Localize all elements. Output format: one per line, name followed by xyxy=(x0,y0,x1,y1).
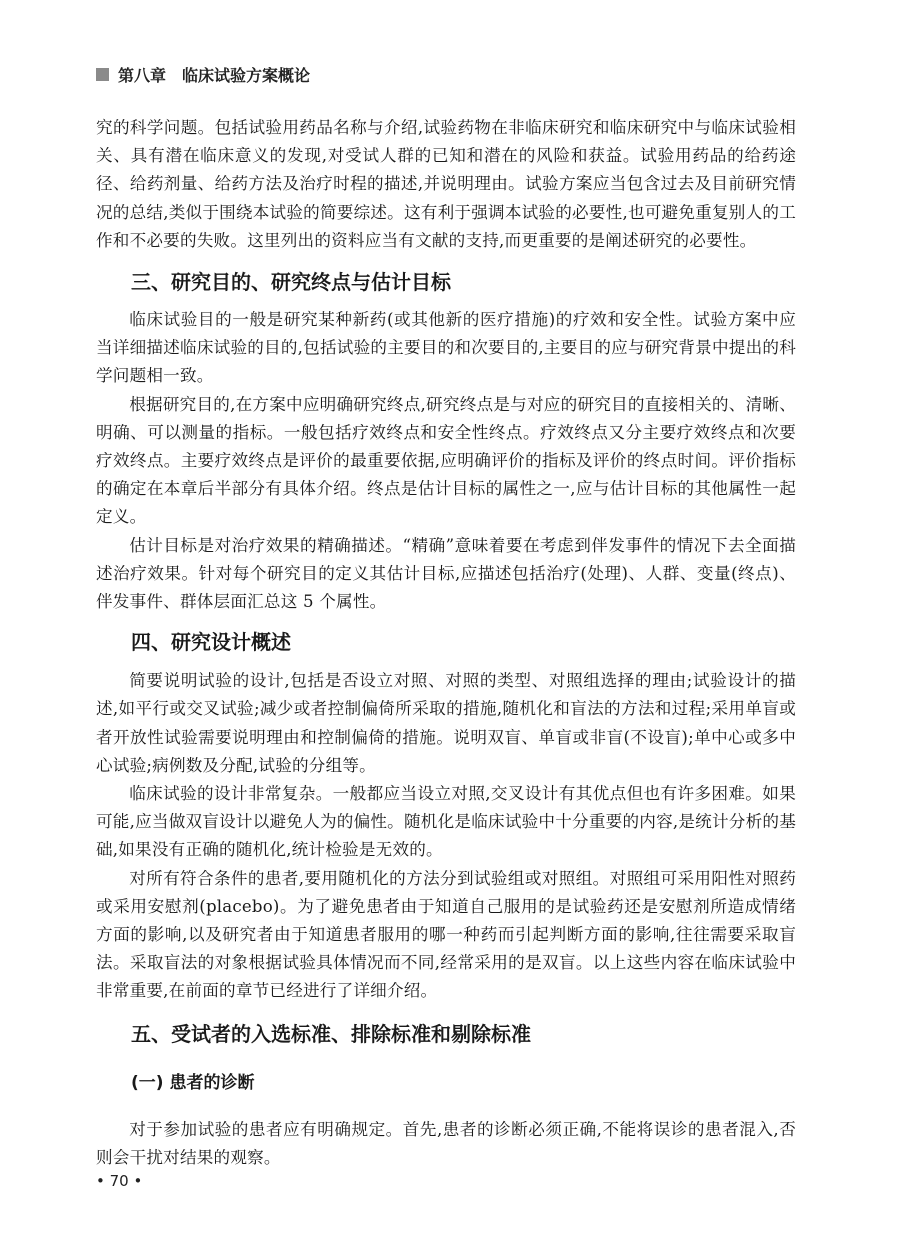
section-heading-design: 四、研究设计概述 xyxy=(131,630,291,655)
section-heading-criteria: 五、受试者的入选标准、排除标准和剔除标准 xyxy=(131,1021,531,1046)
paragraph: 简要说明试验的设计,包括是否设立对照、对照的类型、对照组选择的理由;试验设计的描述,如平行或交叉试验;减少或者控制偏倚所采取的措施,随机化和盲法的方法和过程;采用单盲或者开放性试验需要说明理由和控制偏倚的措施。说明双盲、单盲或非盲(不设盲);单中心或多中心试验;病例数及分配,试验的分组等。 xyxy=(96,671,796,775)
section-heading-objectives: 三、研究目的、研究终点与估计目标 xyxy=(131,270,451,295)
chapter-title: 临床试验方案概论 xyxy=(182,65,311,85)
paragraph: 根据研究目的,在方案中应明确研究终点,研究终点是与对应的研究目的直接相关的、清晰、明确、可以测量的指标。一般包括疗效终点和安全性终点。疗效终点又分主要疗效终点和次要疗效终点。主要疗效终点是评价的最重要依据,应明确评价的指标及评价的终点时间。评价指标的确定在本章后半部分有具体介绍。终点是估计目标的属性之一,应与估计目标的其他属性一起定义。 xyxy=(96,394,796,527)
chapter-number: 第八章 xyxy=(118,65,167,85)
page-number: • 70 • xyxy=(96,1172,143,1190)
subsection-heading-diagnosis: (一) 患者的诊断 xyxy=(131,1072,255,1093)
intro-paragraph: 究的科学问题。包括试验用药品名称与介绍,试验药物在非临床研究和临床研究中与临床试验相关、具有潜在临床意义的发现,对受试人群的已知和潜在的风险和获益。试验用药品的给药途径、给药剂量、给药方法及治疗时程的描述,并说明理由。试验方案应当包含过去及目前研究情况的总结,类似于围绕本试验的简要综述。这有利于强调本试验的必要性,也可避免重复别人的工作和不必要的失败。这里列出的资料应当有文献的支持,而更重要的是阐述研究的必要性。 xyxy=(96,118,796,250)
paragraph: 对所有符合条件的患者,要用随机化的方法分到试验组或对照组。对照组可采用阳性对照药或采用安慰剂(placebo)。为了避免患者由于知道自己服用的是试验药还是安慰剂所造成情绪方面的影响,以及研究者由于知道患者服用的哪一种药而引起判断方面的影响,往往需要采取盲法。采取盲法的对象根据试验具体情况而不同,经常采用的是双盲。以上这些内容在临床试验中非常重要,在前面的章节已经进行了详细介绍。 xyxy=(96,868,796,1001)
paragraph: 临床试验目的一般是研究某种新药(或其他新的医疗措施)的疗效和安全性。试验方案中应当详细描述临床试验的目的,包括试验的主要目的和次要目的,主要目的应与研究背景中提出的科学问题相一致。 xyxy=(96,310,796,386)
paragraph: 对于参加试验的患者应有明确规定。首先,患者的诊断必须正确,不能将误诊的患者混入,否则会干扰对结果的观察。 xyxy=(96,1119,796,1167)
page-body xyxy=(96,114,796,1172)
paragraph: 临床试验的设计非常复杂。一般都应当设立对照,交叉设计有其优点但也有许多困难。如果可能,应当做双盲设计以避免人为的偏性。随机化是临床试验中十分重要的内容,是统计分析的基础,如果没有正确的随机化,统计检验是无效的。 xyxy=(96,784,796,860)
paragraph: 估计目标是对治疗效果的精确描述。“精确”意味着要在考虑到伴发事件的情况下去全面描述治疗效果。针对每个研究目的定义其估计目标,应描述包括治疗(处理)、人群、变量(终点)、伴发事件、群体层面汇总这 5 个属性。 xyxy=(96,535,796,612)
header-square-icon xyxy=(96,68,109,81)
running-header xyxy=(96,62,310,86)
